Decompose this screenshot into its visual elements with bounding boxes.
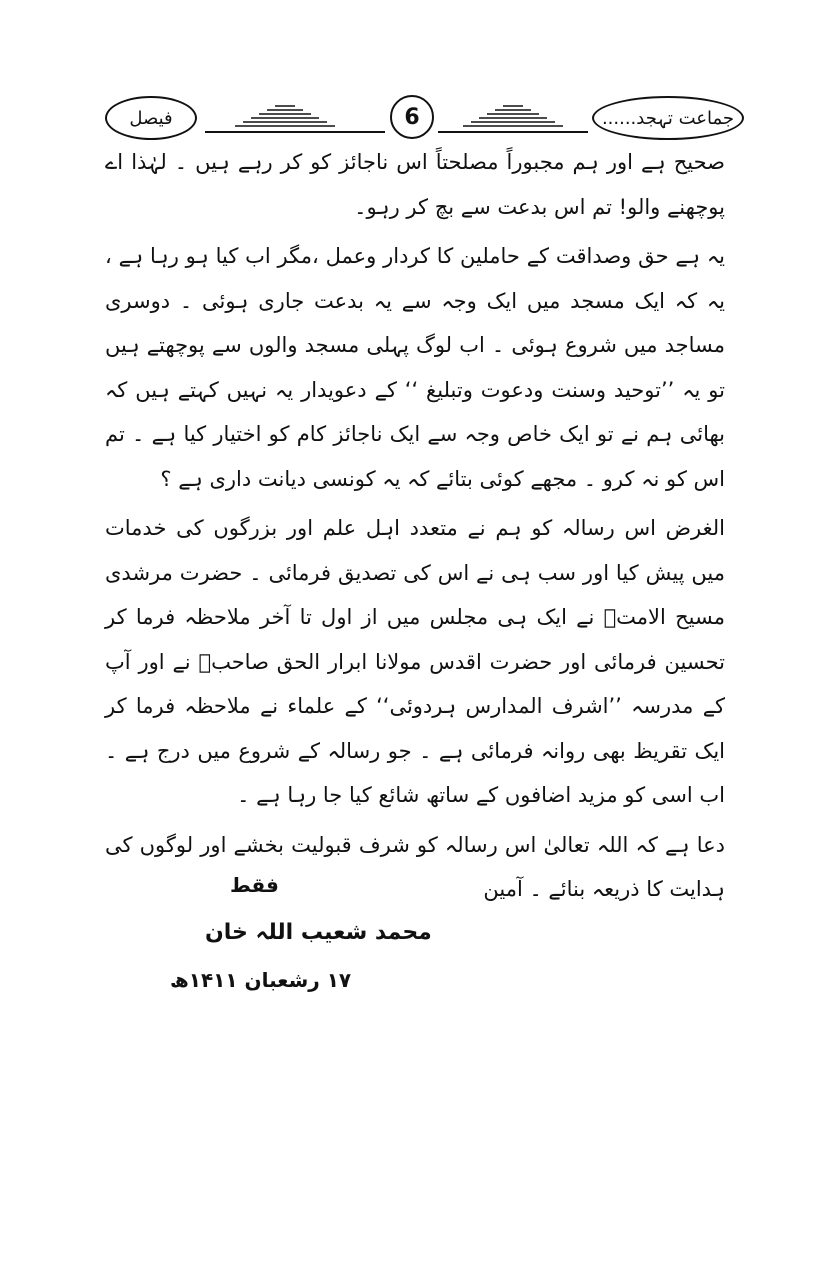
page-number: 6 [390, 95, 434, 139]
book-title-oval [592, 96, 744, 140]
book-title: جماعت تہجد...... [601, 107, 735, 129]
body-text [105, 140, 725, 912]
paragraph-2: یہ ہے حق وصداقت کے حاملین کا کردار وعمل ،مگر اب کیا ہو رہا ہے ، یہ کہ ایک مسجد میں ایک وجہ سے یہ بدعت جاری ہوئی ۔ دوسری مساجد میں شروع ہوئی ۔ اب لوگ پہلی مسجد والوں سے پوچھتے ہیں تو یہ ’’توحید وسنت ودعوت وتبلیغ ‘‘ کے دعویدار یہ نہیں کہتے ہیں کہ بھائی ہم نے تو ایک خاص وجہ سے ایک ناجائز کام کو اختیار کیا ہے ۔ تم اس کو نہ کرو ۔ مجھے کوئی بتائے کہ یہ کونسی دیانت داری ہے ؟ [105, 244, 725, 491]
paragraph-3: الغرض اس رسالہ کو ہم نے متعدد اہل علم اور بزرگوں کی خدمات میں پیش کیا اور سب ہی نے اس کی تصدیق فرمائی ۔ حضرت مرشدی مسیح الامتؒ نے ایک ہی مجلس میں از اول تا آخر ملاحظہ فرما کر تحسین فرمائی اور حضرت اقدس مولانا ابرار الحق صاحبؒ نے اور آپ کے مدرسہ ’’اشرف المدارس ہردوئی‘‘ کے علماء نے ملاحظہ فرما کر ایک تقریظ بھی روانہ فرمائی ہے ۔ جو رسالہ کے شروع میں درج ہے ۔ اب اسی کو مزید اضافوں کے ساتھ شائع کیا جا رہا ہے ۔ [105, 516, 725, 807]
paragraph-1: صحیح ہے اور ہم مجبوراً مصلحتاً اس ناجائز کو کر رہے ہیں ۔ لہٰذا اے پوچھنے والو! تم اس بدعت سے بچ کر رہو۔ [105, 150, 725, 219]
signature-closing: فقط [230, 873, 279, 897]
page-header [0, 0, 825, 140]
right-ornament [438, 96, 588, 136]
paragraph-4: دعا ہے کہ اللہ تعالیٰ اس رسالہ کو شرف قبولیت بخشے اور لوگوں کی ہدایت کا ذریعہ بنائے ۔ آمین [105, 832, 725, 901]
signature-date: ۱۷ رشعبان ۱۴۱۱ھ [170, 968, 352, 992]
chapter-label: فیصل [129, 107, 173, 129]
left-ornament [205, 96, 385, 136]
signature-name: محمد شعیب اللہ خان [205, 920, 432, 945]
chapter-oval [105, 96, 197, 140]
